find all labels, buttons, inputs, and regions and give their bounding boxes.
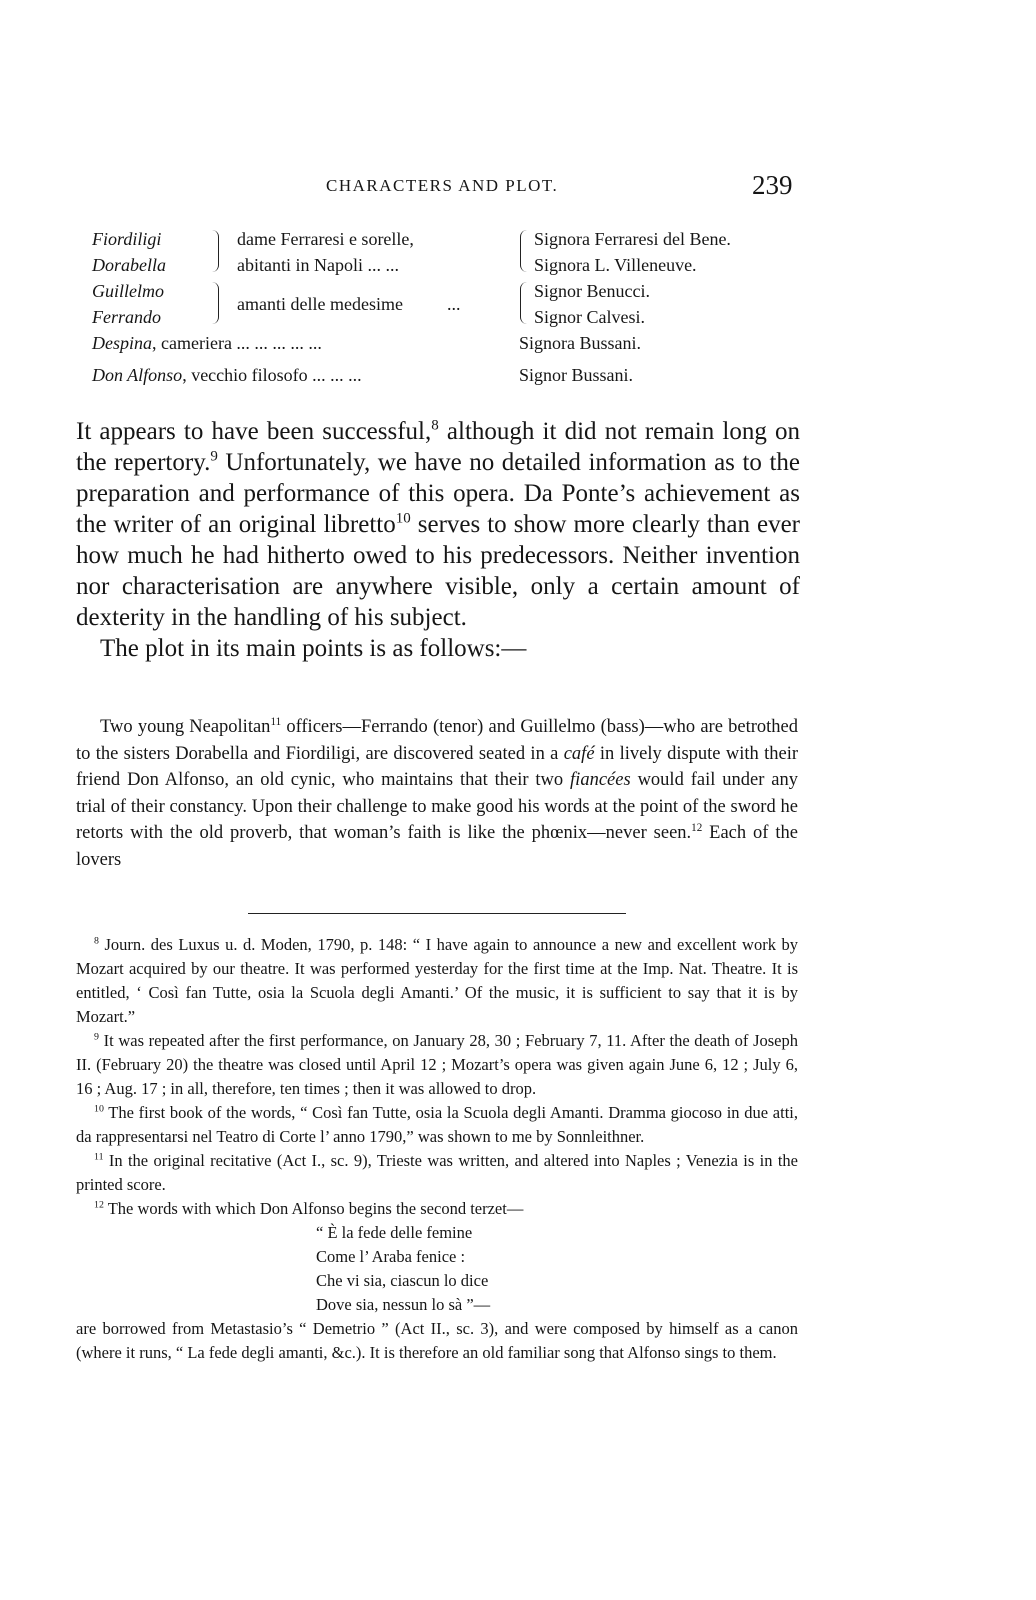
- cast-role: dame Ferraresi e sorelle,: [237, 229, 414, 249]
- footnote-11: [76, 1149, 798, 1197]
- brace-icon: [212, 282, 219, 324]
- cast-name: Guillelmo: [92, 281, 164, 301]
- cast-names: [92, 278, 164, 330]
- footnote-ref: 10: [395, 510, 411, 527]
- footnote-10: [76, 1101, 798, 1149]
- page-number: 239: [752, 170, 793, 200]
- text-run: Unfortunately, we have no detailed information as to the preparation and performance of this opera. Da Ponte’s achievement as the writer of an original libretto: [76, 449, 800, 538]
- footnote-12-continuation: are borrowed from Metastasio’s “ Demetrio ” (Act II., sc. 3), and were composed by himself as a canon (where it runs, “ La fede degli amanti, &c.). It is therefore an old familiar song that Alfonso sings to them.: [76, 1319, 798, 1362]
- text-run: although it did not remain long on the repertory.: [76, 418, 800, 476]
- cast-role: abitanti in Napoli ... ...: [237, 255, 399, 275]
- footnote-9: [76, 1029, 798, 1101]
- text-run: Each of the lovers: [76, 823, 798, 870]
- cast-roles: [237, 226, 414, 278]
- footnote-mark: 10: [94, 1103, 104, 1115]
- cast-row-despina: [92, 330, 812, 362]
- cast-role: , vecchio filosofo ... ... ...: [182, 365, 362, 385]
- text-run: Two young Neapolitan: [100, 717, 271, 737]
- cast-line: [92, 330, 642, 356]
- footnotes: [76, 933, 798, 1365]
- main-text: [76, 416, 800, 664]
- cast-actors: [522, 226, 731, 278]
- footnote-ref: 12: [691, 821, 703, 834]
- cast-role: amanti delle medesime: [237, 294, 403, 314]
- footnote-ref: 8: [431, 417, 439, 434]
- verse-quote: [316, 1221, 798, 1317]
- text-run: in lively dispute with their friend Don Alfonso, an old cynic, who maintains that their two: [76, 743, 798, 790]
- cast-name: Dorabella: [92, 255, 166, 275]
- cast-actors: [522, 278, 650, 330]
- cast-actor: Signor Bussani.: [519, 365, 634, 385]
- cast-line: [92, 362, 634, 388]
- verse-line: Che vi sia, ciascun lo dice: [316, 1271, 489, 1290]
- verse-line: Come l’ Araba fenice :: [316, 1247, 466, 1266]
- text-run: would fail under any trial of their constancy. Upon their challenge to make good his words at the point of the sword he retorts with the old proverb, that woman’s faith is like the phœnix—never seen.: [76, 770, 798, 843]
- cast-row-alfonso: [92, 362, 812, 394]
- verse-line: Dove sia, nessun lo sà ”—: [316, 1295, 491, 1314]
- cast-roles: [237, 291, 403, 317]
- cast-actor: Signor Calvesi.: [534, 307, 645, 327]
- cast-name: Despina: [92, 333, 152, 353]
- cast-name: Don Alfonso: [92, 365, 183, 385]
- footnote-text: It was repeated after the first performance, on January 28, 30 ; February 7, 11. After the death of Joseph II. (February 20) the theatre was closed until April 12 ; Mozart’s opera was given again June 6, 12 ; July 6, 16 ; Aug. 17 ; in all, therefore, ten times ; then it was allowed to drop.: [76, 1031, 798, 1098]
- cast-row-lovers: [92, 278, 812, 330]
- cast-names: [92, 226, 166, 278]
- footnote-text: In the original recitative (Act I., sc. 9), Trieste was written, and altered into Naples ; Venezia is in the printed score.: [76, 1151, 798, 1194]
- cast-actor: Signora Ferraresi del Bene.: [534, 229, 731, 249]
- cast-actor: Signora Bussani.: [519, 333, 642, 353]
- footnote-text: Journ. des Luxus u. d. Moden, 1790, p. 148: “ I have again to announce a new and excellent work by Mozart acquired by our theatre. It was performed yesterday for the first time at the Imp. Nat. Theatre. It is entitled, ‘ Così fan Tutte, osia la Scuola degli Amanti.’ Of the music, it is sufficient to say that it is by Mozart.”: [76, 935, 798, 1026]
- text-run: serves to show more clearly than ever how much he had hitherto owed to his predecessors. Neither invention nor characterisation are anywhere visible, only a certain amount of dexterity in the handling of his subject.: [76, 511, 800, 631]
- italic-word: café: [563, 743, 595, 764]
- cast-name: Fiordiligi: [92, 229, 162, 249]
- text-run: officers—Ferrando (tenor) and Guillelmo (bass)—who are betrothed to the sisters Dorabella and Fiordiligi, are discovered seated in a: [76, 717, 798, 764]
- footnote-text: The first book of the words, “ Così fan Tutte, osia la Scuola degli Amanti. Dramma giocoso in due atti, da rappresentarsi nel Teatro di Corte l’ anno 1790,” was shown to me by Sonnleithner.: [76, 1103, 798, 1146]
- footnote-text: The words with which Don Alfonso begins the second terzet—: [103, 1199, 524, 1218]
- footnote-8: [76, 933, 798, 1029]
- brace-icon: [212, 230, 219, 272]
- footnote-divider: [248, 913, 626, 914]
- cast-list: [92, 226, 812, 394]
- text-run: It appears to have been successful,: [76, 418, 432, 445]
- cast-actor: Signora L. Villeneuve.: [534, 255, 697, 275]
- footnote-ref: 11: [270, 715, 282, 728]
- footnote-mark: 8: [94, 935, 99, 947]
- footnote-ref: 9: [210, 448, 218, 465]
- footnote-mark: 9: [94, 1031, 99, 1043]
- running-title: CHARACTERS AND PLOT.: [326, 176, 559, 195]
- cast-name: Ferrando: [92, 307, 161, 327]
- leader-dots: ...: [447, 294, 461, 314]
- footnote-12: [76, 1197, 798, 1221]
- italic-word: fiancées: [570, 770, 631, 790]
- paragraph: [76, 416, 800, 633]
- cast-actor: Signor Benucci.: [534, 281, 650, 301]
- paragraph: The plot in its main points is as follows:—: [100, 635, 527, 662]
- footnote-mark: 11: [94, 1151, 104, 1163]
- footnote-mark: 12: [94, 1199, 104, 1211]
- cast-role: , cameriera ... ... ... ... ...: [152, 333, 322, 353]
- cast-row-sisters: [92, 226, 812, 278]
- verse-line: “ È la fede delle femine: [316, 1223, 473, 1242]
- running-header: [0, 170, 1036, 206]
- plot-summary: [76, 714, 798, 873]
